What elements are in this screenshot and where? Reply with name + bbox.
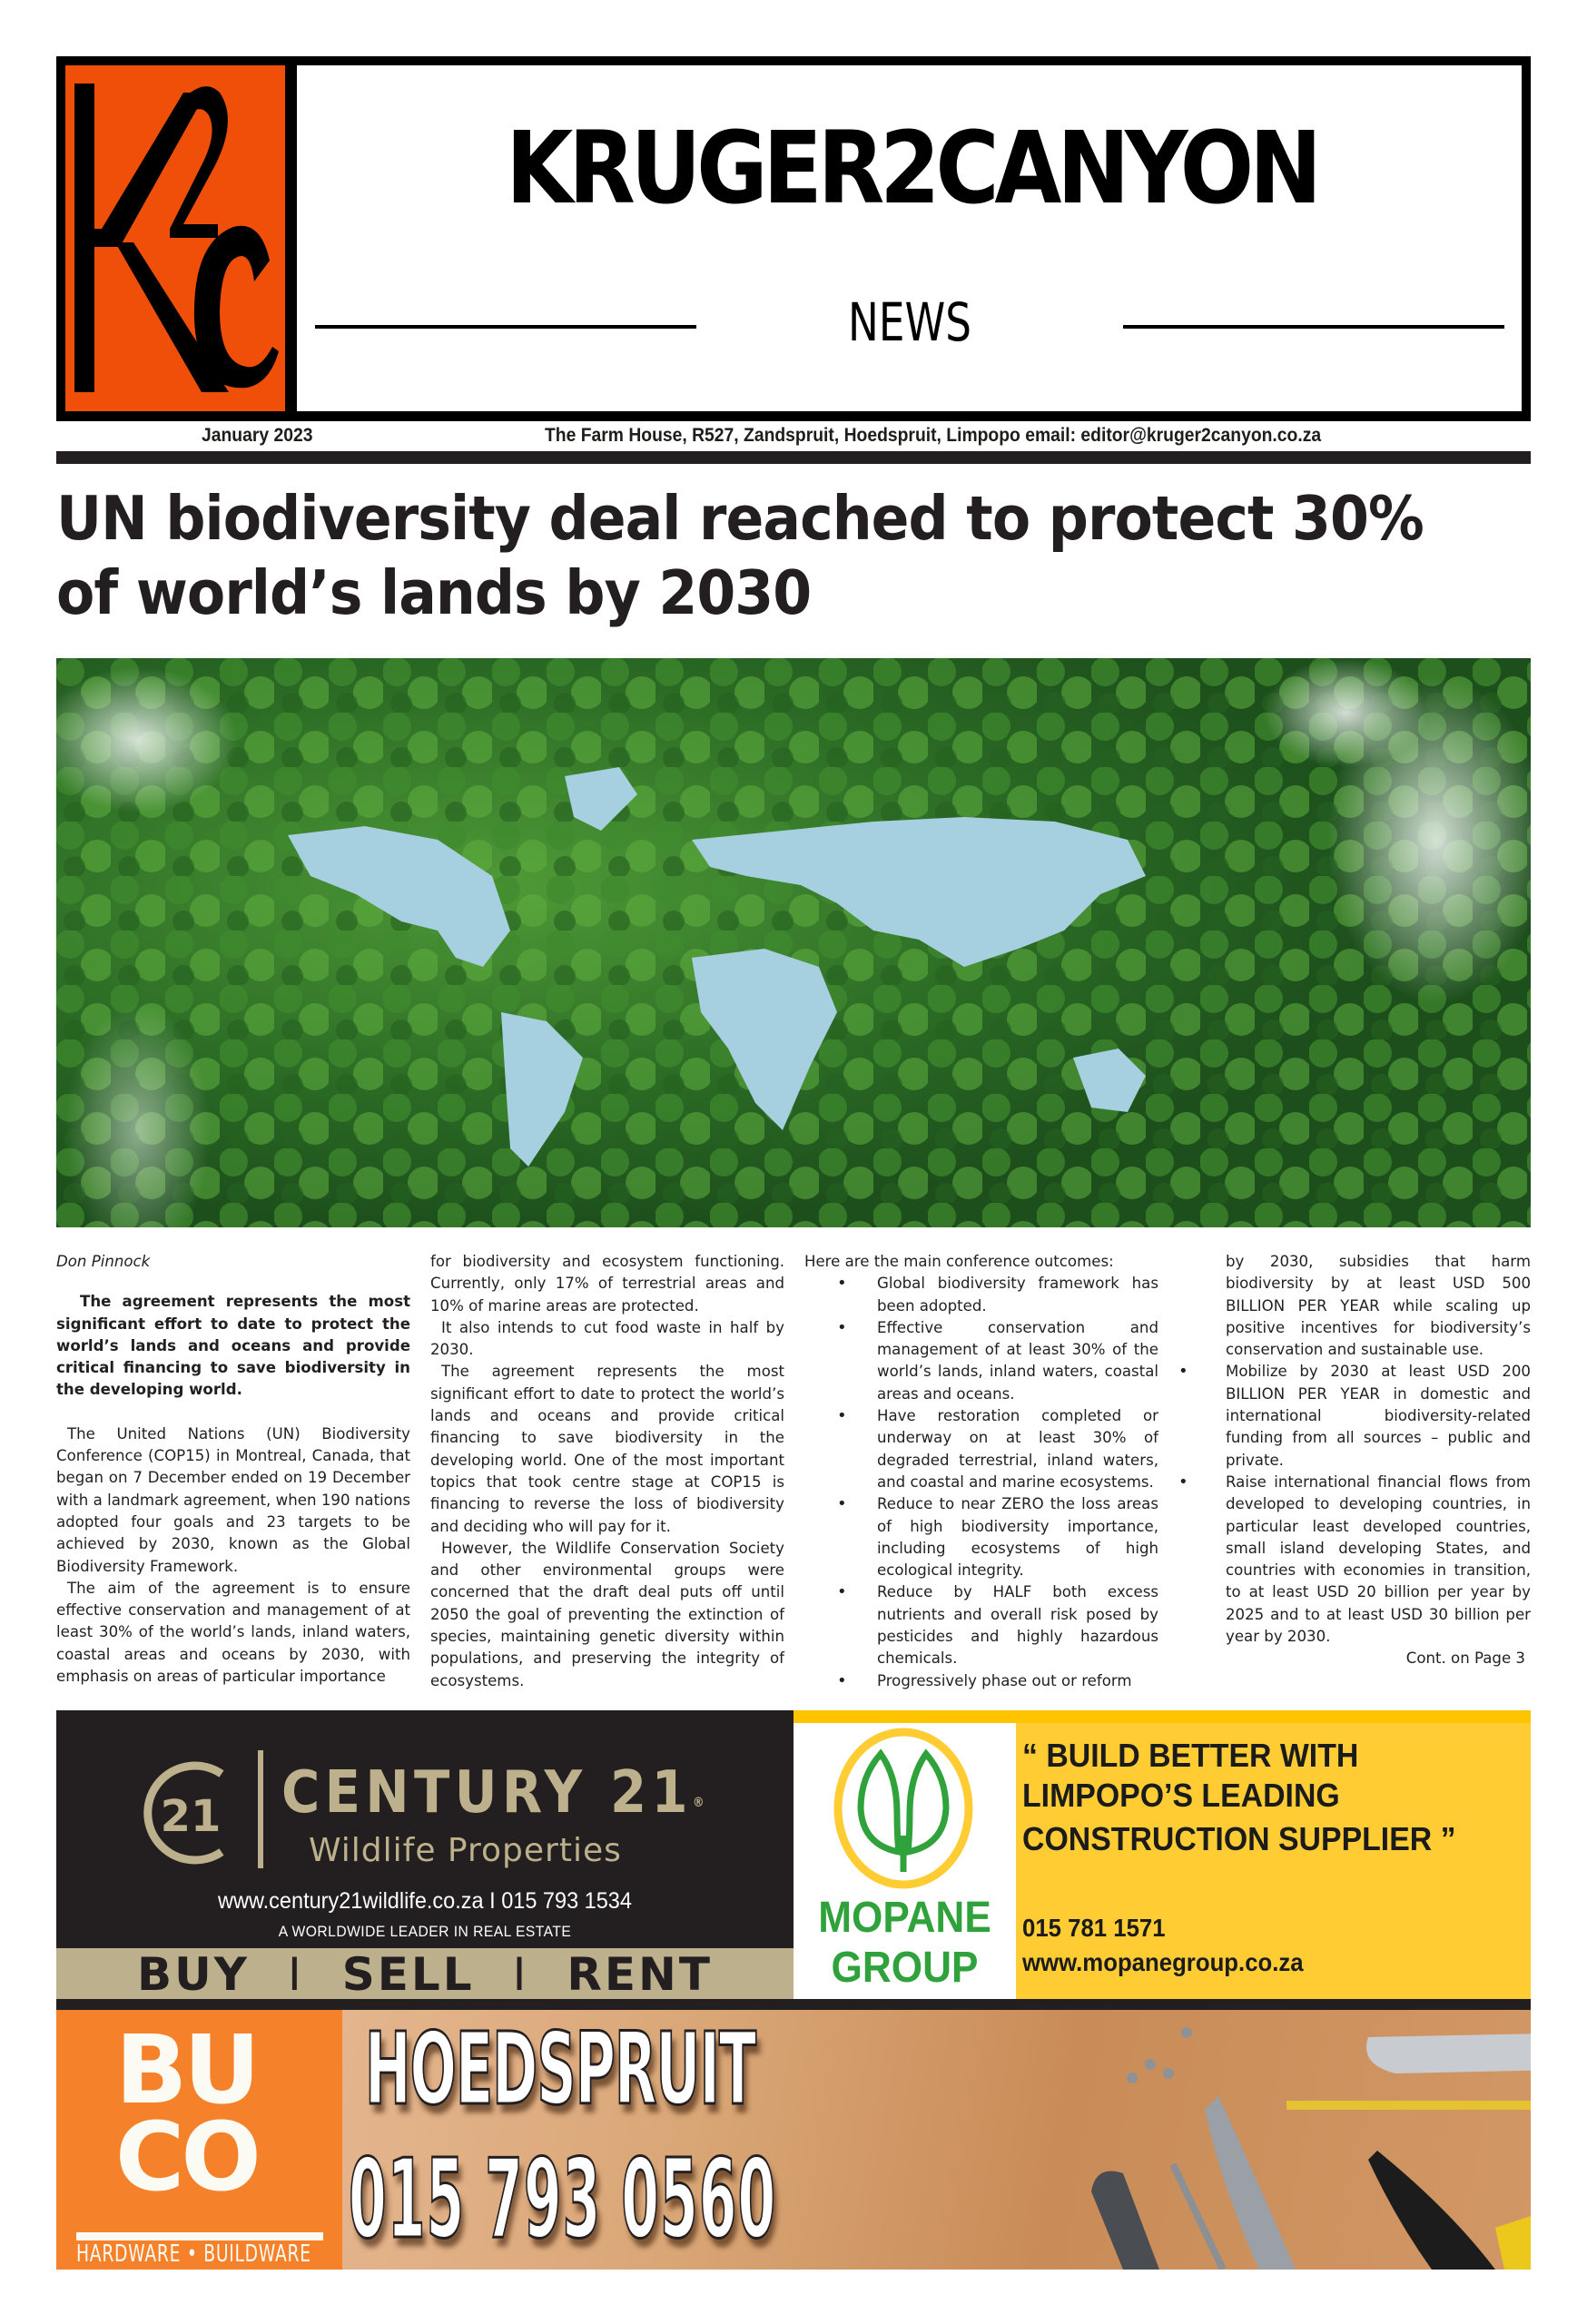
- paragraph: However, the Wildlife Conservation Society and other environmental groups were concerned that the draft deal puts off until 2050 the goal of preventing the extinction of species, maintaining genetic diversity within populations, and preserving the integrity of ecosystems.: [430, 1539, 784, 1689]
- buco-phone[interactable]: 015 793 0560: [349, 2137, 777, 2263]
- service-sell: SELL: [341, 1948, 475, 1999]
- article-headline: UN biodiversity deal reached to protect 30% of world’s lands by 2030: [56, 483, 1424, 628]
- service-separator: I: [512, 1948, 529, 1999]
- century21-contact[interactable]: www.century21wildlife.co.za I 015 793 1534: [218, 1888, 632, 1914]
- issue-date: January 2023: [202, 425, 313, 446]
- outcomes-list: [804, 1273, 1158, 1692]
- masthead: [56, 56, 1531, 421]
- buco-logo-panel: [56, 2010, 342, 2270]
- outcome-item: • Raise international financial flows from developed to developing countries, in particular least developed countries, small island developing States, and countries with economies in transition, to at least USD 20 billion per year by 2025 and to at least USD 30 billion per year by 2030.: [1178, 1472, 1531, 1648]
- dateline-rule: [56, 451, 1531, 464]
- paragraph: The aim of the agreement is to ensure effective conservation and management of at least 30% of the world’s lands, inland waters, coastal areas and oceans by 2030, with emphasis on areas of particular importance: [56, 1579, 410, 1686]
- buco-logo-rule: [76, 2232, 323, 2240]
- service-buy: BUY: [137, 1948, 250, 1999]
- paragraph: The United Nations (UN) Biodiversity Conference (COP15) in Montreal, Canada, that began on 7 December ended on 19 December with a landmark agreement, when 190 nations adopted four goals and 23 targets to be achieved by 2030, known as the Global Biodiversity Framework.: [56, 1424, 410, 1575]
- buco-logo: BU CO: [115, 2014, 258, 2212]
- publisher-address: The Farm House, R527, Zandspruit, Hoedspruit, Limpopo email: editor@kruger2canyon.co.za: [545, 425, 1322, 446]
- continued-link[interactable]: Cont. on Page 3: [1405, 1649, 1525, 1668]
- century21-tagline: A WORLDWIDE LEADER IN REAL ESTATE: [278, 1923, 572, 1940]
- outcome-item: • Global biodiversity framework has been adopted.: [804, 1273, 1158, 1317]
- subtitle-rule-right: [1123, 325, 1504, 329]
- k2c-logo-icon: [65, 65, 285, 411]
- century21-logo-icon: [140, 1754, 240, 1872]
- outcome-item: • Effective conservation and management of at least 30% of the world’s lands, inland waters, coastal areas and oceans.: [804, 1317, 1158, 1405]
- buco-ad[interactable]: [56, 2010, 1531, 2270]
- mopane-name-line2: GROUP: [831, 1944, 979, 1992]
- article-column-4: [1178, 1251, 1531, 1670]
- century21-services-band: [56, 1948, 794, 1999]
- mopane-name-line1: MOPANE: [818, 1894, 991, 1942]
- title-block: [297, 65, 1522, 411]
- century21-divider: [258, 1750, 263, 1868]
- newspaper-subtitle: NEWS: [848, 291, 971, 353]
- mopane-slogan: “ BUILD BETTER WITH LIMPOPO’S LEADING CONSTRUCTION SUPPLIER ”: [1022, 1737, 1456, 1857]
- mopane-leaf-logo-icon: [808, 1727, 999, 1890]
- article-lede: The agreement represents the most significant effort to date to protect the world’s lands and oceans and provide critical financing to save biodiversity in the developing world.: [56, 1293, 410, 1399]
- ad-separator: [56, 1999, 1531, 2010]
- outcome-item: • Reduce to near ZERO the loss areas of high biodiversity importance, including ecosystems of high ecological integrity.: [804, 1493, 1158, 1581]
- outcome-item-continued: by 2030, subsidies that harm biodiversity by at least USD 500 BILLION PER YEAR while scaling up positive incentives for biodiversity’s conservation and sustainable use.: [1226, 1253, 1531, 1359]
- outcomes-intro: Here are the main conference outcomes:: [804, 1253, 1114, 1270]
- outcome-item: • Mobilize by 2030 at least USD 200 BILLION PER YEAR in domestic and international biodiversity-related funding from all sources – public and private.: [1178, 1361, 1531, 1471]
- century21-ad[interactable]: [56, 1710, 794, 1948]
- tools-photo: [1069, 2010, 1531, 2270]
- service-separator: I: [287, 1948, 304, 1999]
- outcome-item: • Have restoration completed or underway on at least 30% of degraded terrestrial, inland waters, and coastal and marine ecosystems.: [804, 1405, 1158, 1493]
- hero-image: [56, 658, 1531, 1227]
- mopane-phone[interactable]: 015 781 1571: [1022, 1914, 1166, 1942]
- logo-block: [65, 65, 285, 411]
- mopane-group-ad[interactable]: [794, 1710, 1531, 1999]
- article-column-1: [56, 1251, 410, 1688]
- svg-text:21: 21: [160, 1791, 222, 1842]
- article-column-3: [804, 1251, 1158, 1692]
- century21-subtitle: Wildlife Properties: [309, 1832, 622, 1869]
- subtitle-row: [315, 291, 1504, 358]
- outcomes-list-continued: [1178, 1361, 1531, 1648]
- article-body: [56, 1251, 1531, 1696]
- forest-world-map-photo: [56, 658, 1531, 1227]
- byline: Don Pinnock: [56, 1253, 151, 1270]
- newspaper-title: KRUGER2CANYON: [506, 110, 1317, 226]
- dateline: [56, 422, 1531, 449]
- paragraph: It also intends to cut food waste in half by 2030.: [430, 1318, 784, 1359]
- article-column-2: [430, 1251, 784, 1692]
- paragraph: for biodiversity and ecosystem functioning. Currently, only 17% of terrestrial areas and 10% of marine areas are protected.: [430, 1253, 784, 1315]
- service-rent: RENT: [567, 1948, 713, 1999]
- buco-town: HOEDSPRUIT: [365, 2011, 756, 2127]
- paragraph: The agreement represents the most significant effort to date to protect the world’s lands and oceans and provide critical financing to save biodiversity in the developing world. One of the most important topics that took centre stage at COP15 is financing to reverse the loss of biodiversity and deciding who will pay for it.: [430, 1363, 784, 1535]
- mopane-website[interactable]: www.mopanegroup.co.za: [1022, 1948, 1304, 1976]
- mopane-top-bar: [794, 1710, 1531, 1723]
- outcome-item: • Progressively phase out or reform: [804, 1670, 1158, 1692]
- century21-title: CENTURY 21®: [281, 1759, 705, 1827]
- buco-tagline: HARDWARE • BUILDWARE: [76, 2240, 311, 2268]
- mopane-logo-block: [794, 1723, 1016, 1999]
- outcome-item: • Reduce by HALF both excess nutrients and overall risk posed by pesticides and highly hazardous chemicals.: [804, 1581, 1158, 1669]
